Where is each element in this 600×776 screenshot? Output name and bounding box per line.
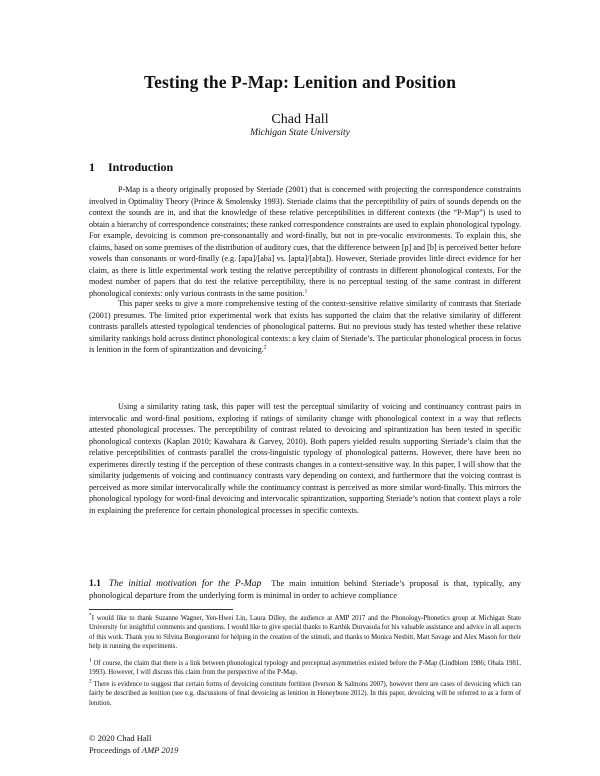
subsection-number: 1.1 [89,579,101,589]
footnote-2 [89,680,521,708]
paragraph-1-text: P-Map is a theory originally proposed by Steriade (2001) that is concerned with projecting the correspondence constraints involved in Optimality Theory (Prince & Smolensky 1993). Steriade claims that the perceptibility of pairs of sounds depends on the context the sounds are in, and that the knowledge of these relative perceptibilities in different contexts (the “P-Map”) is used to obtain a hierarchy of correspondence constraints; these ranked correspondence constraints are used to explain phonological typology. For example, devoicing is common pre-consonantally and word-finally, but not in pre-vocalic environments. To explain this, she claims, based on some premises of the distribution of auditory cues, that the difference between [p] and [b] is perceived better before vowels than consonants or word-finally (e.g. [apa]/[aba] vs. [apta]/[abta]). However, Steriade provides little direct evidence for her claim, as there is little experimental work testing the relative perceptibility of contrasts in different phonological contexts. For the modest number of papers that do test the relative perceptibility, there is no perceptual testing of the same contrast in different phonological contexts: only various contrasts in the same position. [89,185,521,298]
author-affiliation: Michigan State University [250,128,350,138]
page-footer [89,733,178,756]
paragraph-2 [89,298,521,356]
subsection-text: The main intuition behind Steriade’s proposal is that, typically, any phonological departure from the underlying form is minimal in order to achieve compliance [89,579,521,600]
footnote-mark: 2 [89,678,92,685]
paragraph-1 [89,184,521,299]
footnote-ref-2: 2 [263,344,267,351]
footnote-text: I would like to thank Suzanne Wagner, Yen-Hwei Lin, Laura Dilley, the audience at AMP 2017 and the Phonology-Phonetics group at Michigan State University for insightful comments and questions. I would like to give special thanks to Karthik Durvasula for his valuable assistance and advice in all aspects of this work. Thank you to Silvina Bongiovanni for helping in the creation of the stimuli, and thanks to Monica Nesbitt, Matt Savage and Alex Mason for their help in running the experiments. [89,615,521,650]
footnote-mark: 1 [89,657,92,664]
footnote-ref-1: 1 [304,288,308,295]
proceedings-name: AMP 2019 [141,744,179,755]
paragraph-3 [89,401,521,516]
section-title: Introduction [108,160,174,174]
footnote-text: Of course, the claim that there is a link between phonological typology and perceptual asymmetries existed before the P-Map (Lindblom 1986; Ohala 1981, 1993). However, I will discuss this claim from the perspective of the P-Map. [89,660,521,677]
footnote-1 [89,659,521,678]
footnote-text: There is evidence to suggest that certain forms of devoicing constitute fortition (Iverson & Salmons 2007), however there are cases of devoicing which can fairly be described as lenition (see e.g. discussions of final devoicing as lenition in Honeybone 2012). In this paper, devoicing will be referred to as a form of lenition. [89,681,521,707]
section-heading [89,160,173,175]
footnote-divider [89,609,233,610]
author-name: Chad Hall [271,112,329,127]
copyright-notice: © 2020 Chad Hall [89,733,152,743]
proceedings-prefix: Proceedings of [89,744,142,755]
proceedings-line [89,745,178,757]
paragraph-3-text: Using a similarity rating task, this paper will test the perceptual similarity of voicing and continuancy contrast pairs in intervocalic and word-final positions, exploring if ratings of similarity change with phonological context in a way that reflects attested phonological processes. The perceptibility of contrast related to devoicing and spirantization has been tested in specific phonological contexts (Kaplan 2010; Kawahara & Garvey, 2010). Both papers yielded results supporting Steriade’s claim that the relative perceptibilities of contrasts parallel the cross-linguistic typology of phonological patterns. However, there have been no experiments directly testing if the perception of these contrasts changes in a context-sensitive way. In this paper, I will show that the similarity judgements of voicing and continuancy contrasts vary depending on context, and furthermore that the voicing contrast is perceived as more similar intervocalically while the continuancy contrast is perceived as more similar word-finally. This mirrors the phonological typology for word-final devoicing and intervocalic spirantization, supporting Steriade’s notion that context plays a role in explaining the preference for certain phonological processes in specific contexts. [89,402,521,515]
subsection-title: The initial motivation for the P-Map [108,579,262,589]
footnote-mark: * [89,612,92,619]
subsection-1-1 [89,578,521,602]
paper-title: Testing the P-Map: Lenition and Position [143,72,457,92]
footnote-acknowledgements [89,614,521,651]
paragraph-2-text: This paper seeks to give a more comprehensive testing of the context-sensitive relative similarity of contrasts that Steriade (2001) presumes. The limited prior experimental work that exists has supported the claim that the relative similarity of different contrasts parallels attested typological tendencies of phonological patterns. But no previous study has tested whether these relative similarity rankings hold across distinct phonological contexts: a key claim of Steriade’s. The particular phonological process in focus is lenition in the form of spirantization and devoicing. [89,299,521,355]
section-number: 1 [89,160,95,174]
